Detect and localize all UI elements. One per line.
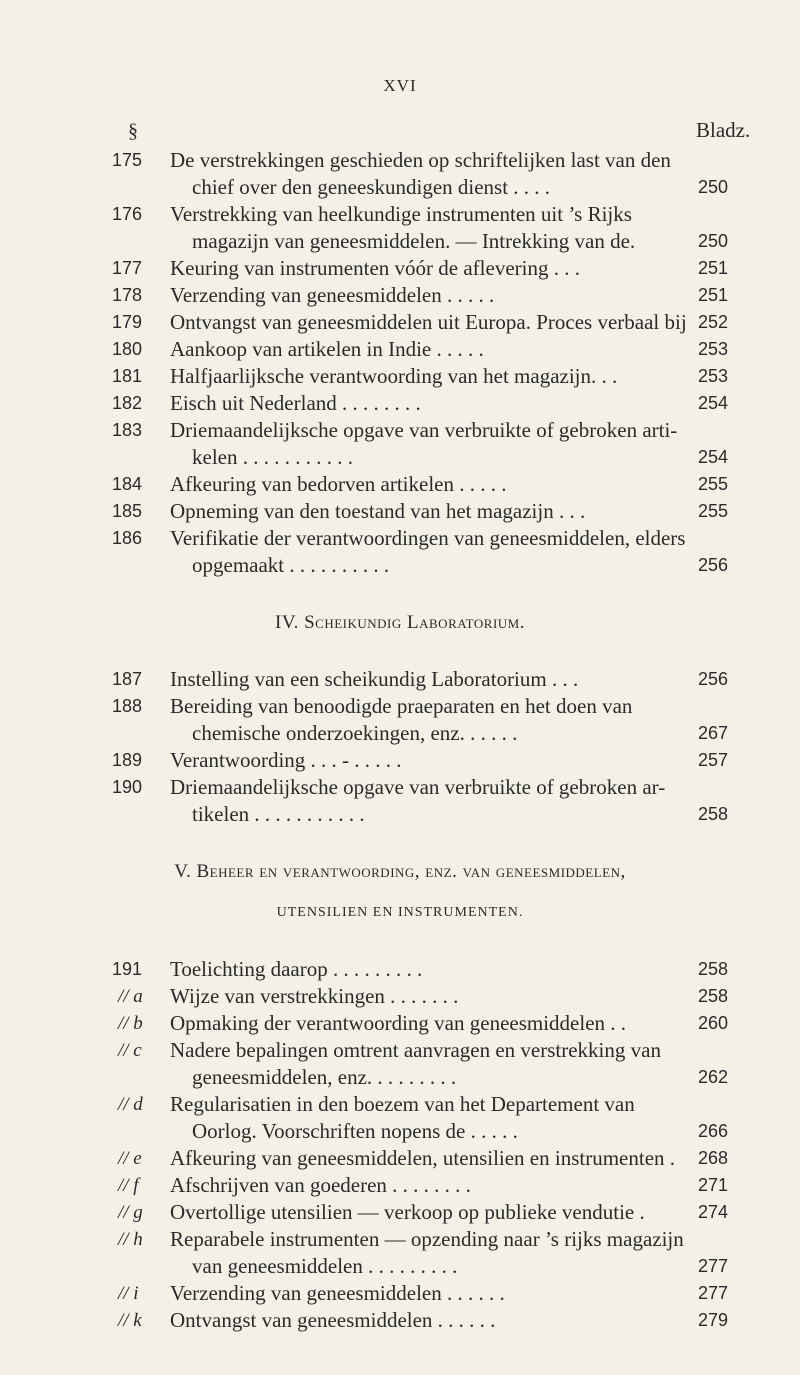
toc-entry-title [170,147,690,201]
toc-entry [0,201,800,255]
toc-entry-number: 191 [112,959,143,979]
toc-entry [0,1280,800,1307]
toc-entry-page: 260 [698,1013,729,1033]
toc-entry-number: // c [118,1040,142,1061]
toc-entry-title [170,1037,690,1091]
toc-entry-title [170,1010,690,1037]
toc-entry [0,309,800,336]
toc-entry-title [170,1280,690,1307]
toc-entry-number: 188 [112,696,143,716]
toc-entry-line: Regularisatien in den boezem van het Departement van [170,1092,635,1116]
toc-entry-line: Verantwoording . . . - . . . . . [170,748,402,772]
toc-entry-title [170,336,690,363]
toc-entry-title [170,309,690,336]
toc-entry [0,1307,800,1334]
toc-entry-line: Oorlog. Voorschriften nopens de . . . . . [192,1119,518,1143]
toc-entry-title [170,774,690,828]
toc-entry-page: 254 [698,393,729,413]
toc-entry-number: 179 [112,312,143,332]
toc-entry-number: 178 [112,285,143,305]
toc-entry-title [170,747,690,774]
table-of-contents [0,147,800,1334]
toc-entry-page: 268 [698,1148,729,1168]
section-heading-v: V. Beheer en verantwoording, enz. van geneesmiddelen, [174,861,626,882]
toc-entry [0,363,800,390]
toc-entry-line: Verzending van geneesmiddelen . . . . . [170,283,495,307]
toc-entry-line: chemische onderzoekingen, enz. . . . . . [192,721,518,745]
toc-entry-page: 254 [698,447,729,467]
toc-entry-line: geneesmiddelen, enz. . . . . . . . . [192,1065,457,1089]
toc-entry-line: Ontvangst van geneesmiddelen . . . . . . [170,1308,496,1332]
section-heading-iv: IV. Scheikundig Laboratorium. [275,612,525,633]
toc-entry-number: // b [118,1013,143,1034]
toc-entry-page: 256 [698,555,729,575]
toc-entry-line: kelen . . . . . . . . . . . [192,445,353,469]
toc-entry-title [170,498,690,525]
toc-entry-title [170,255,690,282]
toc-entry [0,983,800,1010]
toc-entry [0,1145,800,1172]
toc-entry [0,666,800,693]
toc-entry-number: // g [118,1202,143,1223]
toc-entry-number: 184 [112,474,143,494]
toc-entry-line: Driemaandelijksche opgave van verbruikte of gebroken ar- [170,775,666,799]
toc-entry [0,498,800,525]
toc-entry-page: 256 [698,669,729,689]
toc-entry [0,1226,800,1280]
toc-entry-line: Driemaandelijksche opgave van verbruikte of gebroken arti- [170,418,678,442]
toc-entry-number: 180 [112,339,143,359]
toc-entry [0,747,800,774]
toc-entry [0,471,800,498]
toc-entry-line: Aankoop van artikelen in Indie . . . . . [170,337,484,361]
toc-entry-number: 182 [112,393,143,413]
toc-entry-line: De verstrekkingen geschieden op schriftelijken last van den [170,148,671,172]
toc-entry-page: 252 [698,312,729,332]
toc-entry-page: 267 [698,723,729,743]
toc-entry-page: 255 [698,501,729,521]
toc-entry-number: // f [118,1175,139,1196]
toc-entry-number: 177 [112,258,143,278]
toc-entry-number: 189 [112,750,143,770]
toc-entry-page: 255 [698,474,729,494]
toc-entry-title [170,471,690,498]
toc-group-3 [0,956,800,1334]
toc-entry-line: Afkeuring van geneesmiddelen, utensilien en instrumenten . [170,1146,676,1170]
toc-entry-page: 258 [698,986,729,1006]
toc-entry-number: 187 [112,669,143,689]
toc-entry-title [170,1172,690,1199]
toc-entry-line: magazijn van geneesmiddelen. — Intrekking van de. [192,229,636,253]
toc-entry-title [170,282,690,309]
toc-entry [0,282,800,309]
toc-entry [0,255,800,282]
toc-entry-title [170,693,690,747]
toc-entry-page: 250 [698,231,729,251]
toc-entry-title [170,666,690,693]
toc-entry [0,1172,800,1199]
toc-entry-page: 253 [698,366,729,386]
toc-entry [0,1091,800,1145]
toc-entry-line: Verifikatie der verantwoordingen van geneesmiddelen, elders [170,526,686,550]
toc-entry-title [170,1307,690,1334]
toc-entry-number: // i [118,1283,139,1304]
toc-entry-number: // a [118,986,143,1007]
toc-entry-title [170,390,690,417]
toc-entry-page: 266 [698,1121,729,1141]
toc-entry-number: // e [118,1148,142,1169]
toc-entry-title [170,363,690,390]
toc-entry-line: Opneming van den toestand van het magazijn . . . [170,499,586,523]
toc-entry [0,1199,800,1226]
toc-entry [0,336,800,363]
toc-entry-number: 186 [112,528,143,548]
toc-entry-page: 274 [698,1202,729,1222]
toc-entry [0,525,800,579]
toc-entry-line: Bereiding van benoodigde praeparaten en het doen van [170,694,633,718]
toc-entry-page: 251 [698,258,729,278]
toc-entry-line: van geneesmiddelen . . . . . . . . . [192,1254,458,1278]
page-number: XVI [383,76,417,95]
toc-entry-line: Instelling van een scheikundig Laboratorium . . . [170,667,579,691]
toc-entry-line: Afschrijven van goederen . . . . . . . . [170,1173,471,1197]
toc-entry-line: Ontvangst van geneesmiddelen uit Europa. Proces verbaal bij [170,310,687,334]
toc-entry-line: Wijze van verstrekkingen . . . . . . . [170,984,459,1008]
toc-group-2 [0,666,800,828]
toc-entry-line: tikelen . . . . . . . . . . . [192,802,365,826]
toc-entry [0,956,800,983]
toc-entry-title [170,1145,690,1172]
toc-entry-line: Reparabele instrumenten — opzending naar ’s rijks magazijn [170,1227,684,1251]
toc-entry [0,693,800,747]
toc-entry-line: Keuring van instrumenten vóór de aflevering . . . [170,256,580,280]
toc-entry-number: 181 [112,366,143,386]
toc-entry-number: // k [118,1310,142,1331]
toc-entry-page: 258 [698,959,729,979]
toc-entry-page: 257 [698,750,729,770]
section-heading-v-subtitle: UTENSILIEN EN INSTRUMENTEN. [276,905,524,920]
toc-entry [0,417,800,471]
toc-entry [0,147,800,201]
toc-entry-line: Verstrekking van heelkundige instrumenten uit ’s Rijks [170,202,632,226]
toc-entry-line: Opmaking der verantwoording van geneesmiddelen . . [170,1011,627,1035]
toc-entry-title [170,1091,690,1145]
toc-entry-line: Overtollige utensilien — verkoop op publieke vendutie . [170,1200,645,1224]
toc-entry-title [170,201,690,255]
toc-entry-title [170,417,690,471]
toc-entry-number: // d [118,1094,143,1115]
toc-entry-page: 262 [698,1067,729,1087]
page-column-header: Bladz. [696,118,751,142]
toc-entry-line: Nadere bepalingen omtrent aanvragen en verstrekking van [170,1038,661,1062]
toc-entry-number: 190 [112,777,143,797]
toc-entry-number: 175 [112,150,143,170]
toc-entry [0,774,800,828]
toc-group-1 [0,147,800,579]
toc-entry-title [170,525,690,579]
toc-entry-page: 253 [698,339,729,359]
toc-entry-number: 183 [112,420,143,440]
toc-entry-title [170,983,690,1010]
toc-entry-number: // h [118,1229,143,1250]
toc-entry-page: 277 [698,1256,729,1276]
toc-entry [0,1010,800,1037]
toc-entry-title [170,956,690,983]
toc-entry-page: 279 [698,1310,729,1330]
toc-entry-page: 271 [698,1175,729,1195]
toc-entry-line: chief over den geneeskundigen dienst . . . . [192,175,551,199]
toc-entry-title [170,1226,690,1280]
toc-entry-line: Afkeuring van bedorven artikelen . . . . . [170,472,507,496]
toc-entry-line: Verzending van geneesmiddelen . . . . . . [170,1281,505,1305]
toc-entry-line: opgemaakt . . . . . . . . . . [192,553,390,577]
section-mark-header: § [128,120,138,142]
toc-entry [0,390,800,417]
toc-entry-title [170,1199,690,1226]
toc-entry [0,1037,800,1091]
toc-entry-number: 185 [112,501,143,521]
toc-entry-line: Halfjaarlijksche verantwoording van het magazijn. . . [170,364,618,388]
toc-entry-line: Toelichting daarop . . . . . . . . . [170,957,423,981]
toc-entry-page: 250 [698,177,729,197]
toc-entry-number: 176 [112,204,143,224]
toc-entry-page: 258 [698,804,729,824]
toc-entry-page: 277 [698,1283,729,1303]
toc-entry-line: Eisch uit Nederland . . . . . . . . [170,391,421,415]
toc-entry-page: 251 [698,285,729,305]
